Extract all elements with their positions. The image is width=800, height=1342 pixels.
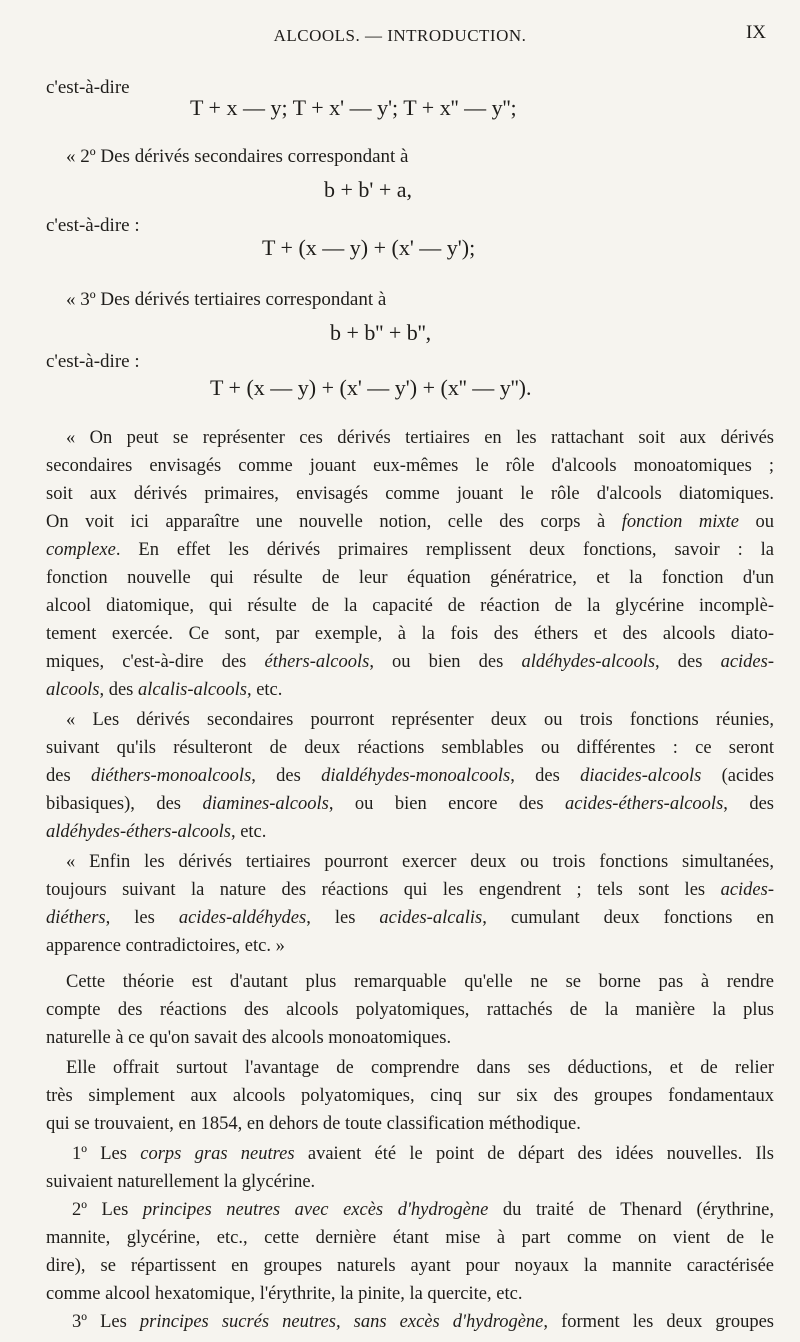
text-line: diéthers, les acides-aldéhydes, les acides-alcalis, cumulant deux fonctions en <box>46 908 774 928</box>
text-line: miques, c'est-à-dire des éthers-alcools, ou bien des aldéhydes-alcools, des acides- <box>46 652 775 672</box>
text-line: « On peut se représenter ces dérivés tertiaires en les rattachant soit aux dérivés <box>66 428 774 448</box>
page-number: IX <box>745 22 766 43</box>
tertiary-derivatives-intro: « 3º Des dérivés tertiaires correspondant à <box>66 289 387 310</box>
text-line: On voit ici apparaître une nouvelle notion, celle des corps à fonction mixte ou <box>46 512 774 532</box>
text-line: compte des réactions des alcools polyatomiques, rattachés de la manière la plus <box>46 1000 774 1020</box>
text-line: alcool diatomique, qui résulte de la capacité de réaction de la glycérine incomplè- <box>46 596 774 616</box>
text-line: suivaient naturellement la glycérine. <box>46 1172 316 1192</box>
text-line: bibasiques), des diamines-alcools, ou bien encore des acides-éthers-alcools, des <box>46 794 775 814</box>
text-line: tement exercée. Ce sont, par exemple, à la fois des éthers et des alcools diato- <box>46 624 774 644</box>
secondary-derivatives-intro: « 2º Des dérivés secondaires correspondant à <box>66 146 409 167</box>
text-line: 2º Les principes neutres avec excès d'hydrogène du traité de Thenard (érythrine, <box>72 1200 775 1220</box>
text-line: 1º Les corps gras neutres avaient été le point de départ des idées nouvelles. Ils <box>72 1144 775 1164</box>
text-line: secondaires envisagés comme jouant eux-mêmes le rôle d'alcools monoatomiques ; <box>46 456 774 476</box>
text-line: complexe. En effet les dérivés primaires remplissent deux fonctions, savoir : la <box>46 540 774 560</box>
text-line: mannite, glycérine, etc., cette dernière étant mise à part comme on vient de le <box>46 1228 774 1248</box>
formula-label: c'est-à-dire : <box>46 215 140 236</box>
formula-label: c'est-à-dire <box>46 77 130 98</box>
text-line: aldéhydes-éthers-alcools, etc. <box>46 822 267 842</box>
text-line: soit aux dérivés primaires, envisagés comme jouant le rôle d'alcools diatomiques. <box>46 484 774 504</box>
running-head: ALCOOLS. — INTRODUCTION. <box>273 26 527 45</box>
text-line: apparence contradictoires, etc. » <box>46 936 285 956</box>
text-line: suivant qu'ils résulteront de deux réactions semblables ou différentes : ce seront <box>46 738 774 758</box>
text-line: « Les dérivés secondaires pourront représenter deux ou trois fonctions réunies, <box>66 710 774 730</box>
formula-tertiary-sum: b + b'' + b'', <box>330 320 432 345</box>
text-line: toujours suivant la nature des réactions qui les engendrent ; tels sont les acides- <box>46 880 774 900</box>
page-header <box>0 22 800 50</box>
formula-primary: T + x — y; T + x' — y'; T + x'' — y''; <box>190 95 517 120</box>
text-line: dire), se répartissent en groupes naturels ayant pour noyaux la mannite caractérisée <box>46 1256 774 1276</box>
formula-tertiary: T + (x — y) + (x' — y') + (x'' — y''). <box>210 375 532 400</box>
text-line: Cette théorie est d'autant plus remarquable qu'elle ne se borne pas à rendre <box>66 972 774 992</box>
text-line: 3º Les principes sucrés neutres, sans excès d'hydrogène, forment les deux groupes <box>72 1312 775 1332</box>
text-line: très simplement aux alcools polyatomiques, cinq sur six des groupes fondamentaux <box>46 1086 774 1106</box>
text-line: comme alcool hexatomique, l'érythrite, la pinite, la quercite, etc. <box>46 1284 523 1304</box>
text-line: « Enfin les dérivés tertiaires pourront exercer deux ou trois fonctions simultanées, <box>66 852 774 872</box>
text-line: naturelle à ce qu'on savait des alcools monoatomiques. <box>46 1028 452 1048</box>
text-line: alcools, des alcalis-alcools, etc. <box>46 680 283 700</box>
formula-secondary: T + (x — y) + (x' — y'); <box>262 235 476 260</box>
formula-label: c'est-à-dire : <box>46 351 140 372</box>
text-line: Elle offrait surtout l'avantage de comprendre dans ses déductions, et de relier <box>66 1058 774 1078</box>
text-line: qui se trouvaient, en 1854, en dehors de toute classification méthodique. <box>46 1114 581 1134</box>
formula-secondary-sum: b + b' + a, <box>324 177 413 202</box>
text-line: des diéthers-monoalcools, des dialdéhydes-monoalcools, des diacides-alcools (acides <box>46 766 774 786</box>
text-line: fonction nouvelle qui résulte de leur équation génératrice, et la fonction d'un <box>46 568 774 588</box>
